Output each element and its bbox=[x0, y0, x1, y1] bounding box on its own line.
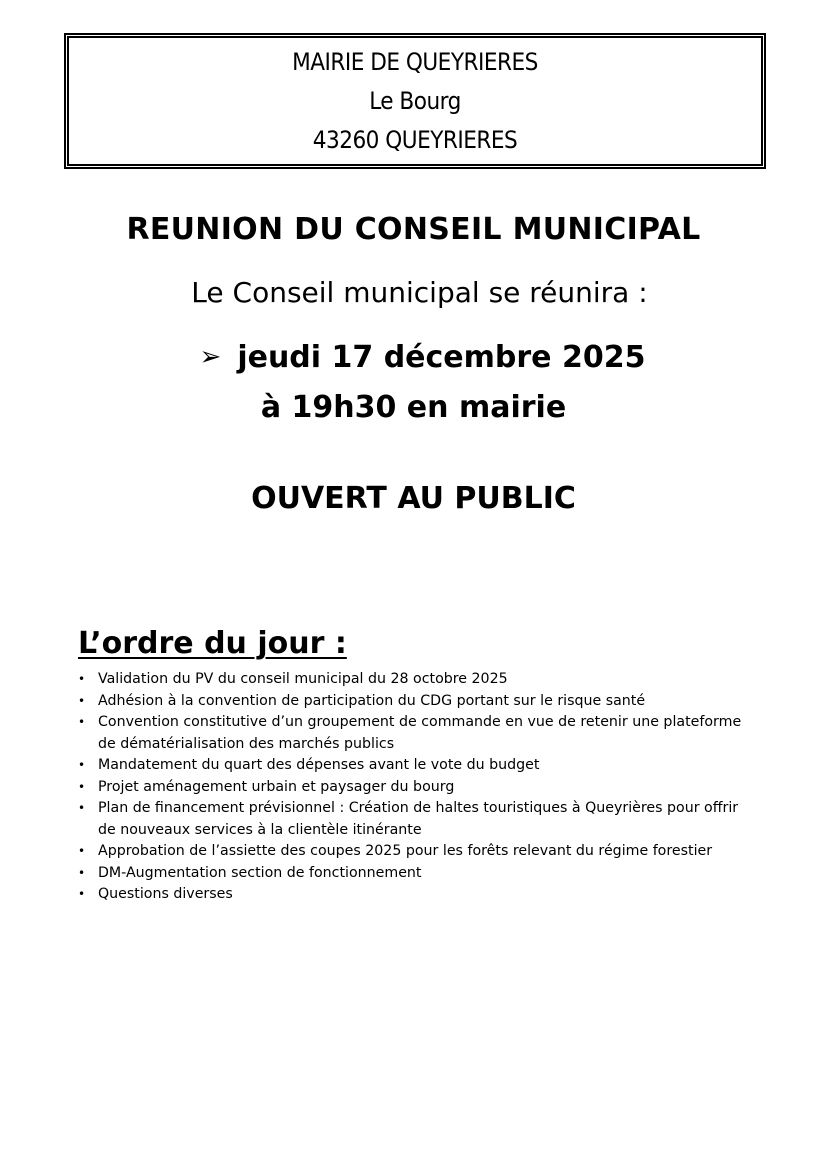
meeting-subtitle: Le Conseil municipal se réunira : bbox=[191, 276, 648, 309]
arrow-bullet-icon: ➢ bbox=[199, 342, 222, 372]
meeting-title: REUNION DU CONSEIL MUNICIPAL bbox=[126, 212, 701, 247]
meeting-date: jeudi 17 décembre 2025 bbox=[237, 340, 646, 375]
meeting-date-line bbox=[0, 340, 827, 375]
agenda-item: • Mandatement du quart des dépenses avant le vote du budget bbox=[76, 755, 756, 777]
agenda-item: • Convention constitutive d’un groupement de commande en vue de retenir une plateforme de dématérialisation des marchés publics bbox=[76, 712, 756, 755]
agenda-item: • DM-Augmentation section de fonctionnement bbox=[76, 863, 756, 885]
agenda-list bbox=[76, 669, 756, 906]
agenda-item: • Validation du PV du conseil municipal du 28 octobre 2025 bbox=[76, 669, 756, 691]
open-to-public: OUVERT AU PUBLIC bbox=[251, 481, 576, 516]
agenda-item: • Adhésion à la convention de participation du CDG portant sur le risque santé bbox=[76, 691, 756, 713]
mairie-street: Le Bourg bbox=[369, 87, 461, 115]
agenda-item: • Approbation de l’assiette des coupes 2025 pour les forêts relevant du régime forestier bbox=[76, 841, 756, 863]
mairie-header-box bbox=[64, 33, 766, 169]
meeting-time-place: à 19h30 en mairie bbox=[260, 390, 567, 425]
mairie-name: MAIRIE DE QUEYRIERES bbox=[292, 48, 538, 76]
agenda-item: • Projet aménagement urbain et paysager du bourg bbox=[76, 777, 756, 799]
agenda-item: • Plan de financement prévisionnel : Création de haltes touristiques à Queyrières pour offrir de nouveaux services à la clientèle itinérante bbox=[76, 798, 756, 841]
agenda-title: L’ordre du jour : bbox=[78, 626, 347, 661]
mairie-postcode-city: 43260 QUEYRIERES bbox=[312, 126, 518, 154]
agenda-item: • Questions diverses bbox=[76, 884, 756, 906]
